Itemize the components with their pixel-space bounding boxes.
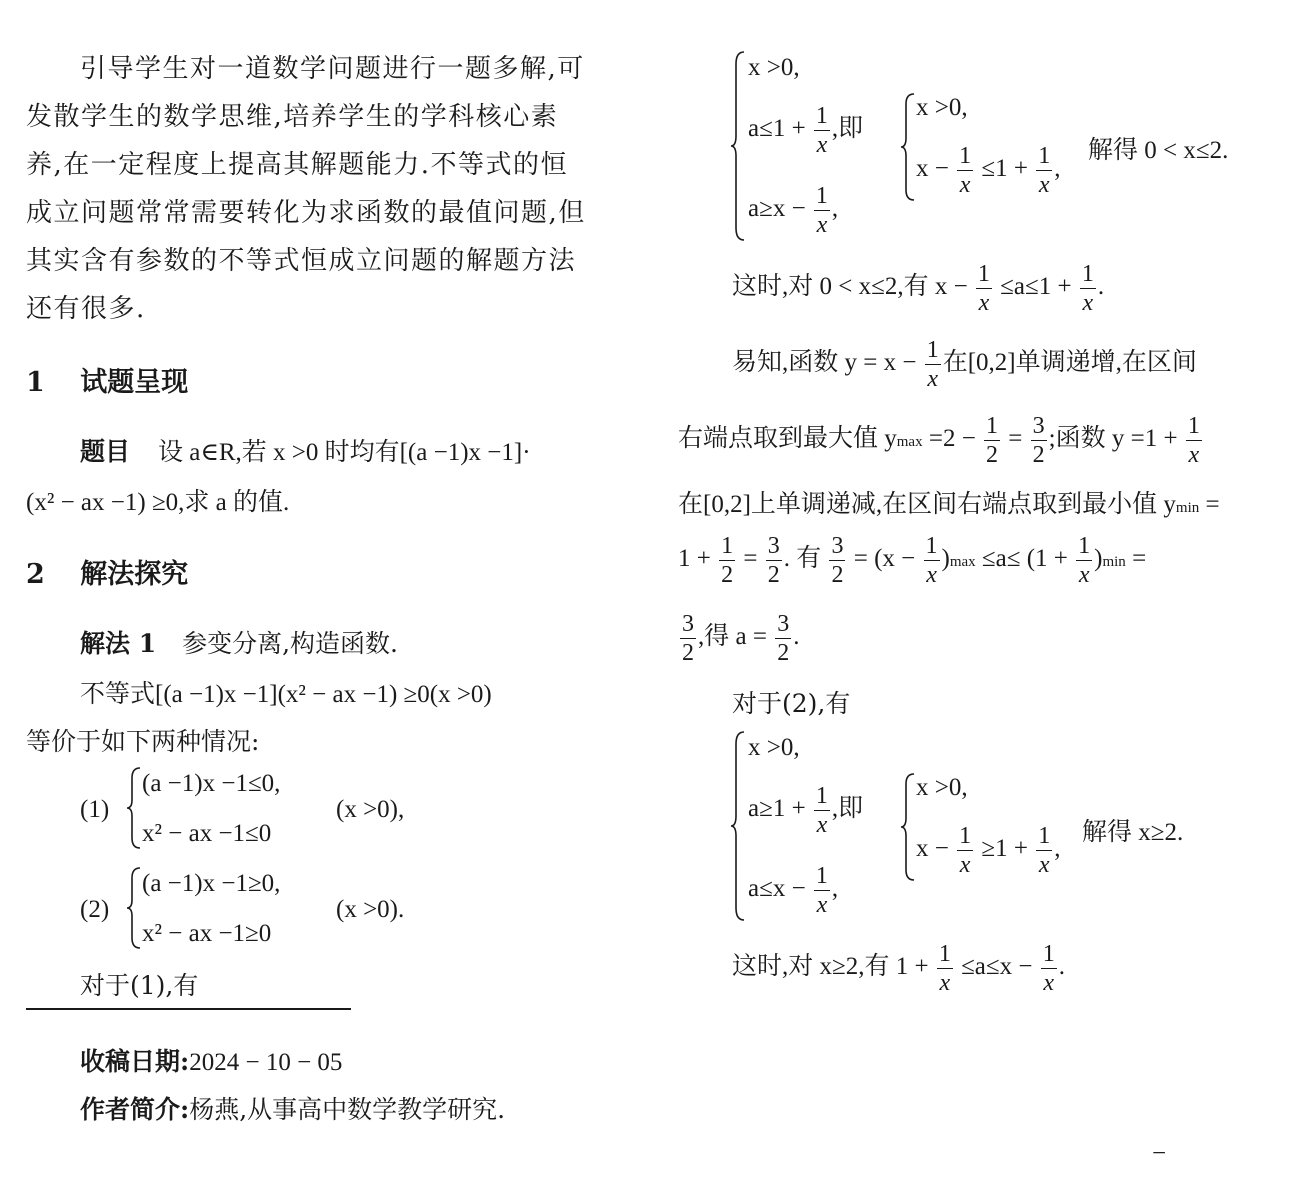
numerator: 1 [815,783,828,809]
row-text: x − [916,155,949,183]
denominator: x [926,562,937,588]
fraction-1-over-x [924,534,940,587]
row-text: , [1054,835,1061,863]
fraction-1-over-x [925,338,941,391]
fraction-1-over-2 [984,414,1000,467]
inequality-line: 不等式[(a −1)x −1](x² − ax −1) ≥0(x >0) [80,681,492,708]
numerator: 3 [682,611,694,637]
numerator: 3 [1032,413,1045,439]
denominator: x [1038,852,1050,878]
system-row: (a −1)x −1≥0, [142,870,281,897]
system-row: x² − ax −1≤0 [142,820,272,847]
problem-line: (x² − ax −1) ≥0,求 a 的值. [26,489,290,516]
fraction-3-over-2 [680,612,696,665]
numerator: 3 [767,533,780,559]
denominator: 2 [721,562,734,588]
numerator: 3 [831,533,844,559]
numerator: 1 [1038,823,1051,849]
numerator: 1 [1042,941,1055,967]
system-row [748,104,863,157]
denominator: x [927,366,939,392]
system-row: x >0, [748,54,800,81]
for-case-1: 对于(1),有 [80,971,199,1000]
fraction-3-over-2 [775,612,791,665]
numerator: 1 [925,533,938,559]
received-date [80,1042,342,1078]
system-row: x² − ax −1≥0 [142,920,272,947]
denominator: x [816,212,828,238]
numerator: 1 [977,261,990,287]
denominator: 2 [831,562,844,588]
text: 1 + [678,545,711,573]
left-brace-icon [900,92,916,202]
text: ) [941,545,950,573]
row-text: ,即 [831,115,864,143]
left-brace-icon [900,772,916,882]
problem-line [80,432,531,468]
row-text: a≤1 + [748,115,806,143]
left-brace-icon [730,730,746,922]
fraction-1-over-2 [719,534,735,587]
method-1-line [80,624,398,660]
fraction-1-over-x [937,942,953,995]
system-row [916,144,1060,197]
fraction-1-over-x [814,104,830,157]
then-line-1 [732,262,1104,315]
system-row [748,784,863,837]
numerator: 1 [815,183,828,209]
problem-label: 题目 [80,437,131,466]
row-text: a≥1 + [748,795,806,823]
fraction-1-over-x [1080,262,1096,315]
system-row [916,824,1060,877]
section-number: 1 [26,367,45,398]
numerator: 1 [815,863,828,889]
numerator: 1 [1078,533,1091,559]
section-title: 解法探究 [80,559,189,590]
intro-line: 成立问题常常需要转化为求函数的最值问题,但 [26,198,586,228]
denominator: x [1188,442,1200,468]
case-label: (1) [80,796,110,823]
row-text: a≥x − [748,195,806,223]
method-text: 参变分离,构造函数. [182,629,398,658]
subscript: max [896,434,923,451]
fraction-3-over-2 [829,534,845,587]
row-text: , [1054,155,1061,183]
text: 在[0,2]单调递增,在区间 [942,349,1197,377]
text: 这时,对 x≥2,有 1 + [732,953,929,981]
text: . [1058,953,1065,981]
combine-line [678,534,1146,587]
text: . [793,623,800,651]
fraction-1-over-x [1041,942,1057,995]
author-label: 作者简介: [80,1095,190,1124]
intro-line: 发散学生的数学思维,培养学生的学科核心素 [26,102,559,132]
text: 在[0,2]上单调递减,在区间右端点取到最小值 y [678,491,1176,518]
denominator: 2 [777,640,790,666]
system-row: x >0, [916,94,968,121]
system-condition: (x >0). [336,896,405,923]
denominator: x [1082,290,1094,316]
section-title: 试题呈现 [80,367,189,398]
min-line [678,484,1220,520]
denominator: x [1078,562,1090,588]
denominator: 2 [682,640,694,666]
fraction-1-over-x [814,864,830,917]
row-text: ≥1 + [981,835,1028,863]
numerator: 1 [721,533,734,559]
text: ,得 a = [698,623,767,651]
author-info [80,1090,505,1126]
text: = [1008,425,1023,453]
denominator: x [939,970,951,996]
system-row: x >0, [916,774,968,801]
text: ≤a≤x − [961,953,1033,981]
intro-line: 引导学生对一道数学问题进行一题多解,可 [80,54,585,84]
text: = [1132,545,1147,573]
author-value: 杨燕,从事高中数学教学研究. [189,1095,506,1124]
text: ) [1094,545,1103,573]
case-label: (2) [80,896,110,923]
denominator: x [816,132,828,158]
fraction-1-over-x [814,184,830,237]
denominator: 2 [1032,442,1045,468]
row-text: ,即 [831,795,864,823]
text: 这时,对 0 < x≤2,有 x − [732,273,968,301]
left-brace-icon [126,866,142,950]
method-label: 解法 1 [80,629,157,658]
denominator: x [978,290,990,316]
row-text: x − [916,835,949,863]
system-row [748,184,838,237]
denominator: x [1038,172,1050,198]
numerator: 1 [938,941,951,967]
max-line [678,414,1204,467]
numerator: 3 [777,611,790,637]
numerator: 1 [1038,143,1051,169]
numerator: 1 [815,103,828,129]
text: 易知,函数 y = x − [732,349,917,377]
left-brace-icon [126,766,142,850]
row-text: , [831,195,839,223]
intro-line: 其实含有参数的不等式恒成立问题的解题方法 [26,246,577,276]
then-line-2 [732,942,1065,995]
denominator: x [959,852,971,878]
text: ≤a≤1 + [1000,273,1072,301]
fraction-3-over-2 [766,534,782,587]
denominator: 2 [767,562,780,588]
text: = [743,545,758,573]
system-condition: (x >0), [336,796,405,823]
text: =2 − [928,425,976,453]
system-result: 解得 0 < x≤2. [1088,137,1229,164]
subscript: max [949,554,976,571]
text: . 有 [783,545,822,573]
easy-line [732,338,1197,391]
subscript: min [1102,554,1126,571]
system-row [748,864,838,917]
fraction-1-over-x [814,784,830,837]
received-label: 收稿日期: [80,1047,190,1076]
problem-text: 设 a∈R,若 x >0 时均有[(a −1)x −1]· [157,439,531,466]
denominator: 2 [986,442,999,468]
text: ;函数 y =1 + [1048,425,1178,453]
fraction-1-over-x [957,144,973,197]
fraction-1-over-x [1076,534,1092,587]
section-2-heading [26,552,188,591]
denominator: x [959,172,971,198]
intro-line: 还有很多. [26,294,146,324]
text: . [1097,273,1105,301]
fraction-1-over-x [1036,144,1052,197]
result-line [678,612,799,665]
numerator: 1 [1081,261,1094,287]
numerator: 1 [959,143,972,169]
system-row: (a −1)x −1≤0, [142,770,281,797]
numerator: 1 [959,823,972,849]
numerator: 1 [926,337,939,363]
row-text: ≤1 + [981,155,1028,183]
fraction-3-over-2 [1031,414,1047,467]
numerator: 1 [1187,413,1200,439]
inequality-line: 等价于如下两种情况: [26,727,260,756]
subscript: min [1175,500,1200,516]
intro-line: 养,在一定程度上提高其解题能力.不等式的恒 [26,150,569,180]
fraction-1-over-x [1036,824,1052,877]
left-brace-icon [730,50,746,242]
denominator: x [816,892,828,918]
footnote-divider [26,1008,351,1010]
fraction-1-over-x [976,262,992,315]
system-row: x >0, [748,734,800,761]
received-value: 2024 − 10 − 05 [189,1049,343,1076]
row-text: , [831,875,839,903]
denominator: x [1043,970,1055,996]
numerator: 1 [986,413,999,439]
text: ≤a≤ (1 + [981,545,1068,573]
fraction-1-over-x [1186,414,1202,467]
fraction-1-over-x [957,824,973,877]
text: = [1205,491,1220,518]
system-result: 解得 x≥2. [1082,819,1184,846]
section-1-heading [26,360,188,399]
denominator: x [816,812,828,838]
text: = (x − [853,545,916,573]
for-case-2: 对于(2),有 [732,689,851,718]
row-text: a≤x − [748,875,806,903]
section-number: 2 [26,559,45,590]
page-mark: − [1152,1140,1167,1167]
text: 右端点取到最大值 y [678,425,897,453]
